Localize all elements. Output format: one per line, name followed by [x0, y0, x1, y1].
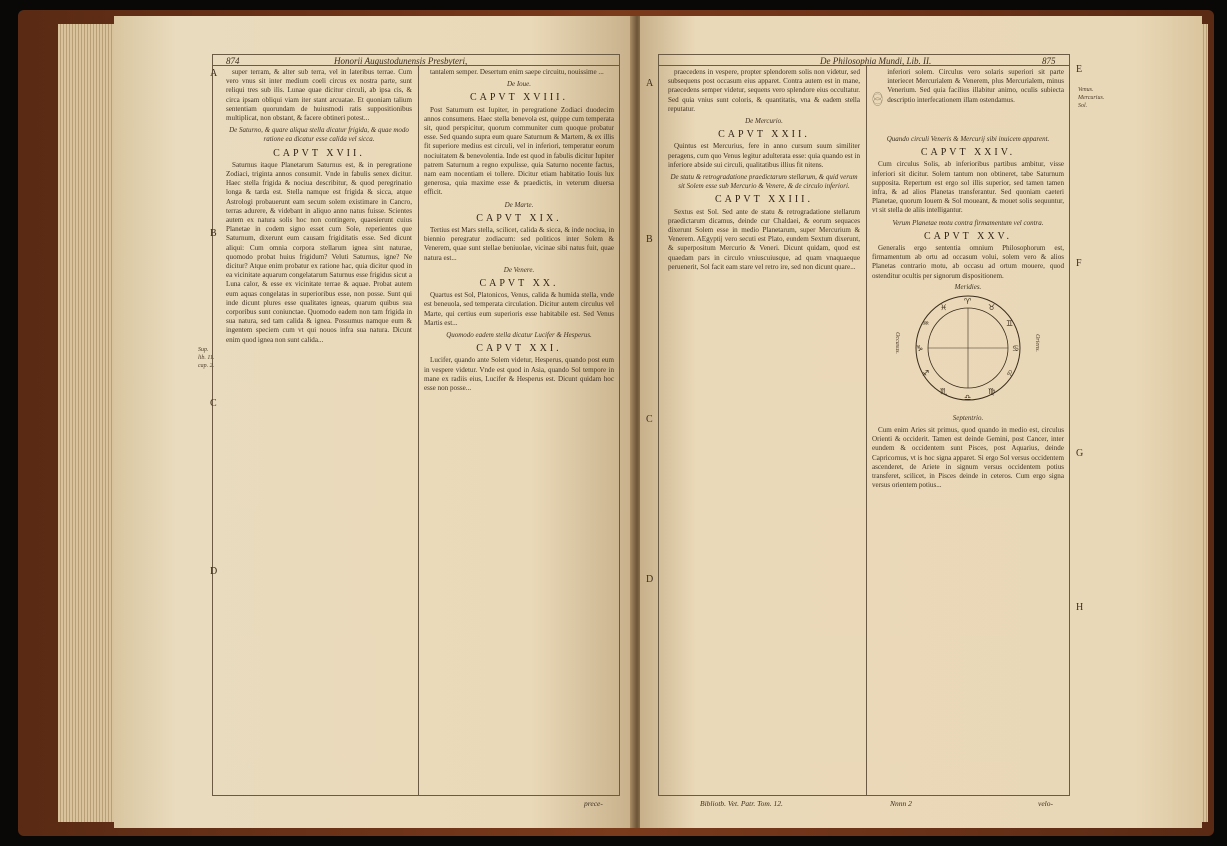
running-head-right: De Philosophia Mundi, Lib. II.	[820, 56, 932, 66]
margin-letter-c: C	[646, 414, 653, 425]
margin-letter-d: D	[210, 566, 218, 577]
margin-letter-f: F	[1076, 258, 1082, 269]
page-number-left: 874	[226, 56, 240, 66]
chapter-heading: CAPVT XXII.	[718, 129, 810, 141]
paragraph: Lucifer, quando ante Solem videtur, Hesperus, quando post eum in vespere videtur. Vnde est quod in Asia, quando Sol tempore in mane ex radiis eius, Lucifer & Hesperus est. Dicunt quidam hoc esse non posse...	[424, 356, 614, 393]
chapter-heading: CAPVT XX.	[479, 278, 559, 290]
left-column-2	[424, 68, 614, 790]
right-column-2	[872, 68, 1064, 790]
figure-caption: Quando circuli Veneris & Mercurij sibi inuicem apparent.	[886, 135, 1050, 143]
margin-letter-c: C	[210, 398, 217, 409]
svg-text:♑: ♑	[916, 343, 924, 353]
diagram-label-right: Oriens.	[1033, 333, 1040, 352]
margin-letter-a: A	[210, 68, 218, 79]
margin-letter-a: A	[646, 78, 654, 89]
paragraph: Cum enim Aries sit primus, quod quando in medio est, circulus Orienti & occiderit. Tamen est deinde Gemini, post Cancer, inter eundem & occidentem sunt Pisces, post Aquarius, deinde Capricornus, vt is hoc signa apparet. Si ergo Sol versus occidentem ascenderet, de Ariete in signum versus occidentem potius transferet, scilicet, in Pisces deinde in ceteros. Cum ergo signa versus orientem potius...	[872, 426, 1064, 490]
chapter-subtitle: Quomodo eadem stella dicatur Lucifer & Hesperus.	[446, 331, 592, 340]
svg-text:♈: ♈	[964, 296, 972, 306]
chapter-heading: CAPVT XXIII.	[714, 194, 814, 206]
margin-note-left: Sup. lib. 11. cap. 2.	[198, 347, 215, 369]
svg-text:♍: ♍	[988, 386, 996, 396]
paragraph: Tertius est Mars stella, scilicet, calida & sicca, & inde nociua, in biennio peregratur zodiacum: sed politicos inter Solem & Venerem, quae sunt stellae beniuolae, vicinae sibi natus fuit, quae natura est...	[424, 226, 614, 262]
paragraph: Sextus est Sol. Sed ante de statu & retrogradatione stellarum praedictarum dicamus, deinde cur Chaldaei, & eorum sequaces dixerunt Solem esse in medio Planetarum, super Mercurium & Venerem. AEgyptij vero secuti est Plato, eundem Sextum dixerunt, & superpositum Mercurio & Veneri. Dicunt quidam, quod est quaedam pars in circulo vniuscuiusque, ad quam vnaquaeque peruenerit, Sol facit eam stare vel retro ire, sed non dicunt quare...	[668, 207, 860, 271]
chapter-heading: CAPVT XXIV.	[920, 147, 1016, 159]
page-edges-left	[58, 24, 116, 822]
diagram-label-left: Occasus.	[893, 331, 900, 354]
open-book	[18, 10, 1214, 836]
svg-text:♎: ♎	[964, 392, 972, 402]
svg-text:♏: ♏	[940, 386, 948, 396]
chapter-subtitle: Verum Planetae motu contra firmamentum vel contra.	[892, 218, 1044, 227]
margin-note-right: Venus. Mercurius. Sol.	[1078, 87, 1105, 109]
chapter-heading: CAPVT XVIII.	[469, 92, 569, 104]
paragraph: Saturnus itaque Planetarum Saturnus est, & in peregratione Zodiaci, triginta annos consumit. Vnde in fabulis senex dicitur. Haec stella frigida & nociua describitur, & quod peregrinatio longa & tarda est. Stella namque est frigida & sicca, atque Astrologi probauerunt eam secum solem existimare in Cancro, terras adurere, & videbant in aliquo anno natus fuisse. Scientes autem ex natura solis hoc non contingere, quaesierunt cuius Planetae in codem signo esset cum Sole, reperientes que Saturnum, dixerunt eum causam frigiditatis esse. Sed dicunt aliqui: Cum omnia corpora stellarum ignea sint naturae, quomodo probat huius frigidum? Veluti Saturnus, igne? Ne dicitur? Atque enim probatur ex ratione hac, quia dicitur quod in ea vicinitate aquarum congelatarum Saturnus esse frigidus sicut a Luna calor, & esse ex vicinitate terrae & aquae. Probat autem eum aquas congelatas in superioribus esse, non posse. Sunt qui inde dicunt plures esse qualitates igneas, quarum quibus sua corporibus sunt coniunctae. Quomodo eadem non tam frigida in sua natura, sed tam calida & ignea. Possumus namque eum & ingentem speciem cum vt qui nouos infra sua natura. Dicunt enim quod ignea non sunt calida...	[226, 160, 412, 344]
signature-mark: Nnnn 2	[890, 799, 912, 808]
svg-text:♒: ♒	[922, 318, 930, 328]
zodiac-diagram	[872, 283, 1064, 411]
chapter-heading: CAPVT XVII.	[273, 147, 365, 159]
paragraph: Post Saturnum est Iupiter, in peregratione Zodiaci duodecim annos consumens. Haec stella benevola est, quippe cum temperata sit, quod perspicitur, quorum communiter cum quoque probatur esse. Sed quando supra eum quare Saturnum & Martem, & ex illis fit superiore medius est circuli, vel in inferiori, temperatur eorum nociuitatem & benevolentia. Inde est quod in fabulis dicitur Iupiter patrem Saturnum a regno expulisse, quia Saturno nocente factus, nam eam nocentiam ei tollere. Dicitur etiam habitatio Iouis lux generosa, quia maxime esse & praedictis, in veterum diuersa efficit.	[424, 105, 614, 197]
svg-text:♌: ♌	[1006, 368, 1014, 378]
footer-signature: Bibliotb. Vet. Patr. Tom. 12.	[700, 799, 783, 808]
diagram-label-top: Meridies.	[954, 282, 982, 291]
margin-letter-h: H	[1076, 602, 1084, 613]
margin-letter-d: D	[646, 574, 654, 585]
diagram-label-bottom: Septentrio.	[952, 413, 984, 422]
page-number-right: 875	[1042, 56, 1056, 66]
paragraph: Quartus est Sol, Platonicos, Venus, calida & humida stella, vnde est beneuola, sed temperata circulation. Dicitur autem circulus vel Marte, qui certius eum superioris esse habitabile est. Sed Venus Martis est...	[424, 291, 614, 327]
catchword-right: velo-	[1038, 799, 1053, 808]
left-page	[114, 16, 634, 828]
svg-text:♋: ♋	[1012, 343, 1020, 353]
chapter-subtitle: De Ioue.	[506, 80, 532, 89]
paragraph: Quintus est Mercurius, fere in anno cursum suum similiter peragens, cum quo Venus legitur adulterata esse: quia quando est in inferiore abside sui circuli, qualitatibus illius fit nitens.	[668, 142, 860, 169]
intersecting-circles-figure	[872, 68, 883, 132]
paragraph: super terram, & alter sub terra, vel in lateribus terrae. Cum vero vnus sit inter medium coeli circus ex nostra parte, sunt reliqui tres sub ilis. Lunae quae dicitur circuli, ab ipsa cis, & circa ipsam obliqui viam iter stant arcuatae. Et quoniam talium sententiam quorundam de huiusmodi ratis suppositionibus multiplicat, non obstant, & facere obtineri potest...	[226, 68, 412, 123]
margin-letter-b: B	[646, 234, 653, 245]
paragraph: inferiori solem. Circulus vero solaris superiori sit parte interiecet Mercurialem & Venerem, plus Mercurialem, minus Venerium. Sed quia facilius illabitur animo, oculis subiecta descriptio interfecationem illam ostendamus.	[887, 68, 1064, 104]
paragraph: tantalem semper. Desertum enim saepe circuitu, nouissime ...	[430, 68, 604, 76]
catchword-left: prece-	[584, 799, 603, 808]
left-column-1	[226, 68, 412, 790]
right-page	[640, 16, 1202, 828]
running-head-left: Honorii Augustodunensis Presbyteri,	[334, 56, 468, 66]
chapter-heading: CAPVT XIX.	[476, 212, 562, 224]
paragraph: praecedens in vespere, propter splendorem solis non videtur, sed subsequens post occasum eius apparet. Contra autem est in mane, praecedens semper videtur, sequens vero splendore eius occultatur. Sed quia vnius sunt coloris, & quantitatis, vna & eadem stella reputatur.	[668, 68, 860, 113]
chapter-heading: CAPVT XXI.	[476, 343, 562, 355]
svg-text:♉: ♉	[988, 302, 996, 312]
chapter-subtitle: De statu & retrogradatione praedictarum stellarum, & quid verum sit Solem esse sub Mercurio & Venere, & de circulo inferiori.	[670, 173, 858, 191]
chapter-subtitle: De Saturno, & quare aliqua stella dicatur frigida, & quae modo ratione ea dicatur esse calida vel sicca.	[229, 126, 409, 144]
chapter-heading: CAPVT XXV.	[924, 230, 1012, 242]
margin-letter-e: E	[1076, 64, 1083, 75]
svg-text:♊: ♊	[1006, 318, 1014, 328]
chapter-subtitle: De Venere.	[503, 265, 535, 274]
svg-text:♐: ♐	[922, 368, 930, 378]
chapter-subtitle: De Marte.	[504, 200, 534, 209]
right-column-1	[668, 68, 860, 790]
margin-letter-g: G	[1076, 448, 1084, 459]
zodiac-wheel	[913, 293, 1023, 403]
paragraph: Generalis ergo sententia omnium Philosophorum est, firmamentum ab ortu ad occasum volui, solem vero & alios Planetas contrario motu, ab occasu ad ortum mouere, quod ostenditur ocultis per signorum dispositionem.	[872, 244, 1064, 280]
circles-figure-block	[872, 68, 1064, 132]
chapter-subtitle: De Mercurio.	[745, 117, 783, 126]
paragraph: Cum circulus Solis, ab inferioribus partibus ambitur, visse inferiori sit dicitur. Solem tantum non obtineret, tabe Saturnum supposita. Repertum est ergo sol illis superior, sed tamen tamen infra, & ad alios Planetas transferantur. Sed quoniam caeteri Planetae, quorum Iouem & Sol moueant, & mouet solis sequuntur, vt sit stella de aliis intelligantur.	[872, 160, 1064, 215]
svg-text:♓: ♓	[940, 302, 948, 312]
right-column-rule	[866, 65, 867, 796]
margin-letter-b: B	[210, 228, 217, 239]
left-column-rule	[418, 65, 419, 796]
